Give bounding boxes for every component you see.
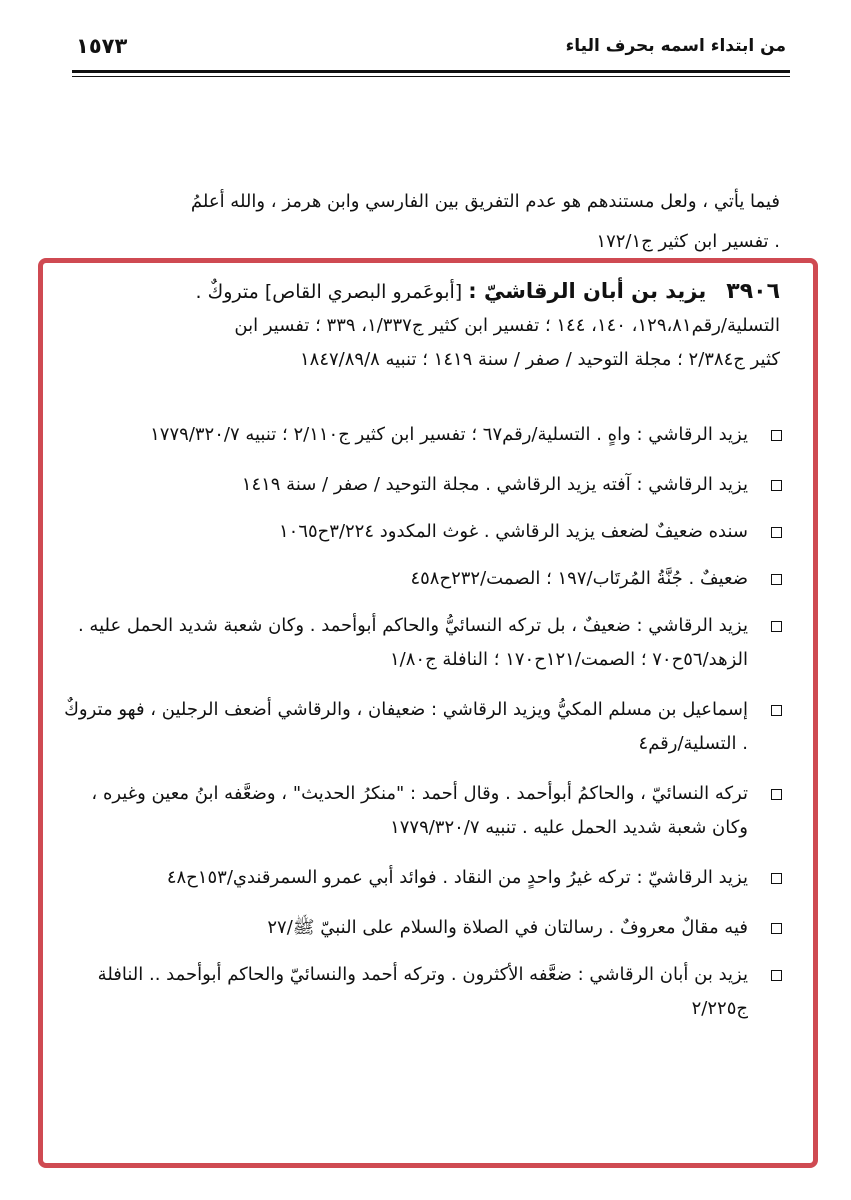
list-item-text: إسماعيل بن مسلم المكيُّ ويزيد الرقاشي : ضعيفان ، والرقاشي أضعف الرجلين ، فهو متروكٌ . التسلية/رقم٤ bbox=[64, 699, 748, 754]
list-item-text: ضعيفٌ . جُنَّةُ المُرتَاب/١٩٧ ؛ الصمت/٢٣٢ح٤٥٨ bbox=[410, 568, 748, 589]
list-item bbox=[60, 515, 790, 549]
entry-refs-line-1: التسلية/رقم١٢٩،٨١، ١٤٠، ١٤٤ ؛ تفسير ابن كثير ج١/٣٣٧، ٣٣٩ ؛ تفسير ابن bbox=[234, 315, 780, 336]
entry-description: [أبوعَمرو البصري القاص] متروكٌ . bbox=[195, 281, 463, 303]
checkbox-bullet-icon bbox=[771, 574, 782, 585]
checkbox-bullet-icon bbox=[771, 621, 782, 632]
checkbox-bullet-icon bbox=[771, 789, 782, 800]
header-rule-thin bbox=[72, 76, 790, 77]
checkbox-bullet-icon bbox=[771, 430, 782, 441]
checkbox-bullet-icon bbox=[771, 705, 782, 716]
list-item-text: يزيد الرقاشي : آفته يزيد الرقاشي . مجلة التوحيد / صفر / سنة ١٤١٩ bbox=[241, 474, 748, 495]
list-item bbox=[60, 418, 790, 452]
list-item bbox=[60, 562, 790, 596]
checkbox-bullet-icon bbox=[771, 970, 782, 981]
list-item-text: يزيد الرقاشيّ : تركه غيرُ واحدٍ من النقاد . فوائد أبي عمرو السمرقندي/١٥٣ح٤٨ bbox=[166, 867, 748, 888]
list-item bbox=[60, 609, 790, 677]
list-item bbox=[60, 861, 790, 895]
entry-number: ٣٩٠٦ bbox=[726, 279, 780, 304]
checkbox-bullet-icon bbox=[771, 480, 782, 491]
intro-line-2: . تفسير ابن كثير ج١٧٢/١ bbox=[596, 231, 780, 252]
entry-name: يزيد بن أبان الرقاشيّ : bbox=[468, 279, 707, 303]
list-item-text: يزيد الرقاشي : ضعيفٌ ، بل تركه النسائيُّ والحاكم أبوأحمد . وكان شعبة شديد الحمل عليه . الزهد/٥٦ح٧٠ ؛ الصمت/١٢١ح١٧٠ ؛ النافلة ج١/٨٠ bbox=[77, 615, 748, 670]
list-item-text: تركه النسائيّ ، والحاكمُ أبوأحمد . وقال أحمد : "منكرُ الحديث" ، وضعَّفه ابنُ معين وغيره ، وكان شعبة شديد الحمل عليه . تنبيه ١٧٧٩/٣٢٠/٧ bbox=[91, 783, 748, 838]
running-header bbox=[72, 28, 790, 64]
header-title: من ابتداء اسمه بحرف الياء bbox=[565, 36, 786, 56]
list-item bbox=[60, 693, 790, 761]
entry-block bbox=[62, 274, 780, 377]
list-item bbox=[60, 958, 790, 1026]
checkbox-bullet-icon bbox=[771, 873, 782, 884]
intro-line-1: فيما يأتي ، ولعل مستندهم هو عدم التفريق بين الفارسي وابن هرمز ، والله أعلمُ bbox=[190, 191, 780, 212]
entry-refs-line-2: كثير ج٢/٣٨٤ ؛ مجلة التوحيد / صفر / سنة ١٤١٩ ؛ تنبيه ١٨٤٧/٨٩/٨ bbox=[300, 349, 780, 370]
list-item bbox=[60, 911, 790, 945]
list-item-text: سنده ضعيفٌ لضعف يزيد الرقاشي . غوث المكدود ٣/٢٢٤ح١٠٦٥ bbox=[278, 521, 748, 542]
intro-paragraph bbox=[90, 182, 780, 262]
list-item bbox=[60, 777, 790, 845]
list-item-text: يزيد الرقاشي : واهٍ . التسلية/رقم٦٧ ؛ تفسير ابن كثير ج٢/١١٠ ؛ تنبيه ١٧٧٩/٣٢٠/٧ bbox=[150, 424, 748, 445]
citation-list bbox=[60, 418, 790, 1042]
page-number: ١٥٧٣ bbox=[76, 34, 128, 58]
entry-heading bbox=[62, 274, 780, 309]
list-item bbox=[60, 468, 790, 502]
checkbox-bullet-icon bbox=[771, 923, 782, 934]
header-rule-thick bbox=[72, 70, 790, 73]
checkbox-bullet-icon bbox=[771, 527, 782, 538]
list-item-text: فيه مقالٌ معروفٌ . رسالتان في الصلاة والسلام على النبيّ ﷺ/٢٧ bbox=[267, 917, 748, 938]
list-item-text: يزيد بن أبان الرقاشي : ضعَّفه الأكثرون . وتركه أحمد والنسائيّ والحاكم أبوأحمد .. النافلة ج٢/٢٢٥ bbox=[97, 964, 748, 1019]
